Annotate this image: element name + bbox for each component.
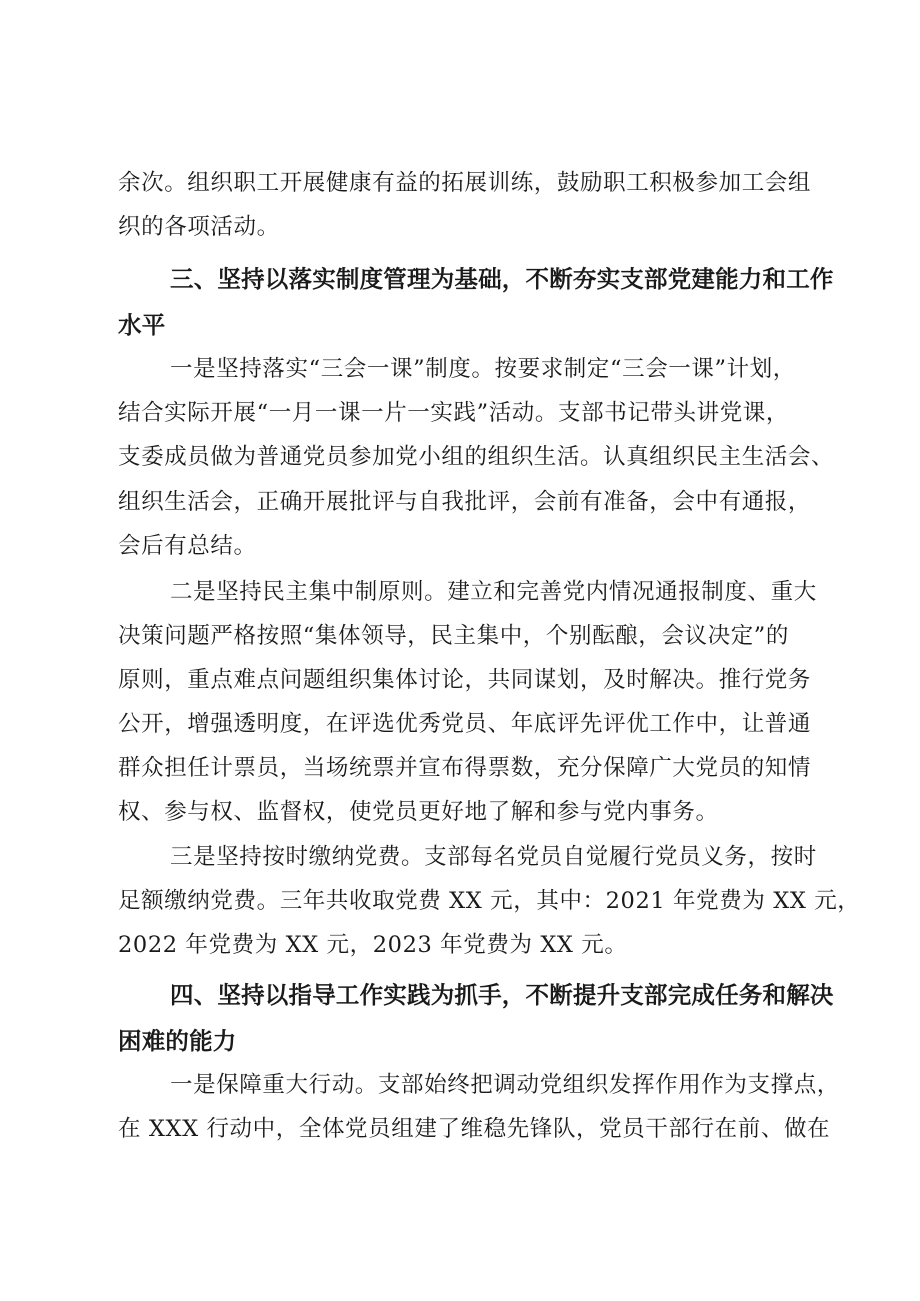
section3-para3-line-1: 三是坚持按时缴纳党费。支部每名党员自觉履行党员义务，按时 — [170, 844, 817, 870]
section3-para2-line-1: 二是坚持民主集中制原则。建立和完善党内情况通报制度、重大 — [170, 579, 817, 605]
section3-para1-line-3: 支委成员做为普通党员参加党小组的组织生活。认真组织民主生活会、 — [118, 444, 835, 470]
section4-para1-line-2: 在 XXX 行动中，全体党员组建了维稳先锋队，党员干部行在前、做在 — [118, 1116, 831, 1142]
section3-para2-line-5: 群众担任计票员，当场统票并宣布得票数，充分保障广大党员的知情 — [118, 755, 812, 781]
intro-line-1: 余次。组织职工开展健康有益的拓展训练，鼓励职工积极参加工会组 — [118, 170, 812, 196]
section3-para1-line-2: 结合实际开展“一月一课一片一实践”活动。支部书记带头讲党课， — [118, 400, 790, 426]
section3-para1-line-1: 一是坚持落实“三会一课”制度。按要求制定“三会一课”计划， — [170, 356, 796, 382]
section3-para2-line-4: 公开，增强透明度，在评选优秀党员、年底评先评优工作中，让普通 — [118, 711, 812, 737]
section3-para2-line-3: 原则，重点难点问题组织集体讨论，共同谋划，及时解决。推行党务 — [118, 667, 812, 693]
section4-heading-line-2: 困难的能力 — [118, 1027, 237, 1055]
section3-para2-line-6: 权、参与权、监督权，使党员更好地了解和参与党内事务。 — [118, 799, 719, 825]
section3-heading-line-2: 水平 — [118, 311, 166, 339]
section3-para3-line-2: 足额缴纳党费。三年共收取党费 XX 元，其中：2021 年党费为 XX 元， — [118, 888, 861, 914]
intro-line-2: 织的各项活动。 — [118, 214, 280, 240]
section3-para1-line-4: 组织生活会，正确开展批评与自我批评，会前有准备，会中有通报， — [118, 489, 812, 515]
section3-para3-line-3: 2022 年党费为 XX 元，2023 年党费为 XX 元。 — [118, 932, 628, 958]
section3-para2-line-2: 决策问题严格按照“集体领导，民主集中，个别酝酿，会议决定”的 — [118, 623, 790, 649]
section3-para1-line-5: 会后有总结。 — [118, 533, 257, 559]
section3-heading-line-1: 三、坚持以落实制度管理为基础，不断夯实支部党建能力和工作 — [170, 265, 834, 293]
section4-heading-line-1: 四、坚持以指导工作实践为抓手，不断提升支部完成任务和解决 — [170, 981, 834, 1009]
section4-para1-line-1: 一是保障重大行动。支部始终把调动党组织发挥作用作为支撑点， — [170, 1072, 840, 1098]
